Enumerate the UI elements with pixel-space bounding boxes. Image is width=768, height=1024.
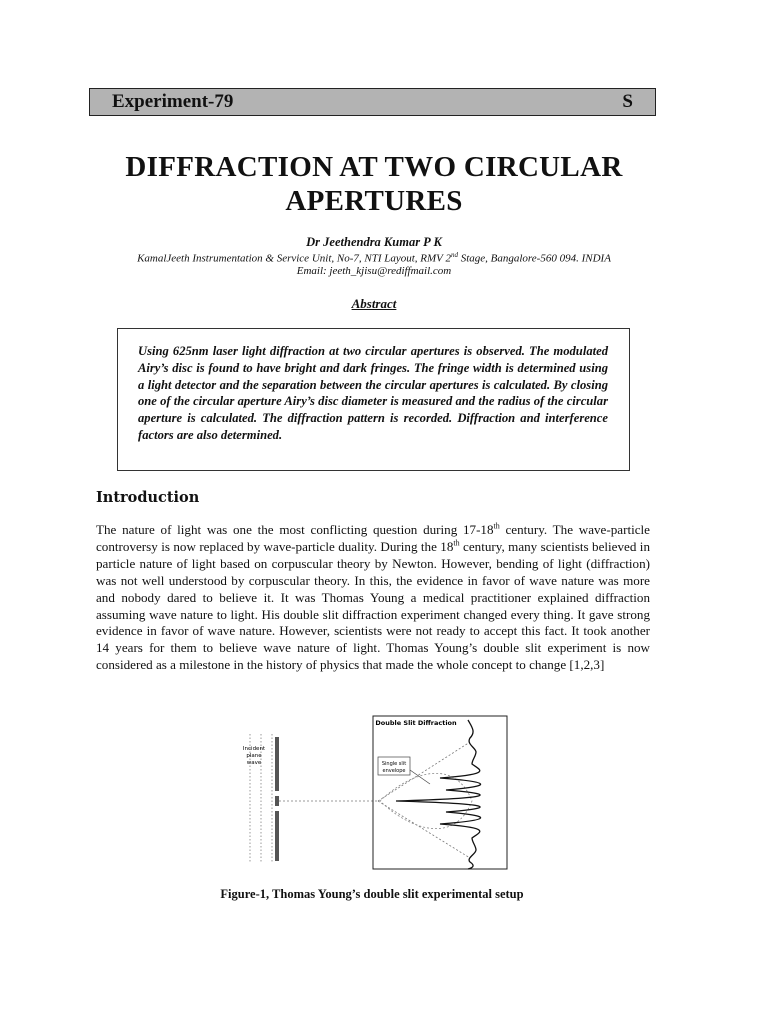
experiment-header-bar [89,88,656,116]
author-email: Email: jeeth_kjisu@rediffmail.com [296,265,452,277]
introduction-heading: Introduction [96,489,200,506]
incident-label-3: wave [246,760,262,766]
incident-label-1: Incident [242,746,266,752]
envelope-label-2: envelope [382,768,406,774]
intro-text-3: century, many scientists believed in particle nature of light based on corpuscular theory by Newton. However, bending of light (diffraction) was not well understood by corpuscular theory. In this, the evidence in favor of wave nature was more and nobody dared to believe it. It was Thomas Young a medical practitioner explained diffraction assuming wave nature to light. His double slit diffraction experiment changed every thing. It gave strong evidence in favor of wave nature. However, scientists were not ready to accept this fact. It took another 14 years for them to believe wave nature of light. Thomas Young’s double slit experiment is now considered as a milestone in the history of physics that made the whole concept to change [1,2,3] [96,538,650,673]
double-slit-diagram [240,712,510,872]
single-slit-envelope [380,773,472,828]
intro-sup-2: th [453,538,460,548]
author-affiliation [0,251,748,265]
introduction-paragraph [96,522,650,674]
experiment-number: Experiment-79 [112,91,234,112]
affiliation-suffix: Stage, Bangalore-560 094. INDIA [457,252,611,265]
double-slit-figure [240,712,510,872]
screen-title: Double Slit Diffraction [375,719,457,727]
intro-text-2: century. The wave-particle controversy is now replaced by wave-particle duality. During the 18 [96,522,650,554]
interference-pattern [396,720,481,869]
screen-frame [373,716,507,869]
abstract-box [117,328,630,471]
envelope-label-1: Single slit [381,761,407,767]
experiment-tag: S [622,91,633,112]
affiliation-prefix: KamalJeeth Instrumentation & Service Unit, No-7, NTI Layout, RMV 2 [137,252,451,265]
intro-sup-1: th [493,521,500,531]
guide-lines [279,742,470,858]
author-name: Dr Jeethendra Kumar P K [306,235,442,249]
page-title [0,150,748,218]
abstract-heading: Abstract [351,296,397,311]
intro-text-1: The nature of light was one the most conflicting question during 17-18 [96,522,494,537]
incident-label-2: plane [246,753,262,759]
figure-caption: Figure-1, Thomas Young’s double slit experimental setup [220,887,524,901]
slit-barrier [275,737,279,861]
page-title-text: DIFFRACTION AT TWO CIRCULAR APERTURES [125,151,623,217]
affiliation-sup: nd [450,251,458,259]
abstract-text: Using 625nm laser light diffraction at two circular apertures is observed. The modulated Airy’s disc is found to have bright and dark fringes. The fringe width is determined using a light detector and the separation between the circular apertures is calculated. By closing one of the circular aperture Airy’s disc diameter is measured and the radius of the circular aperture is calculated. The diffraction pattern is recorded. Diffraction and interference factors are also determined. [138,344,608,442]
